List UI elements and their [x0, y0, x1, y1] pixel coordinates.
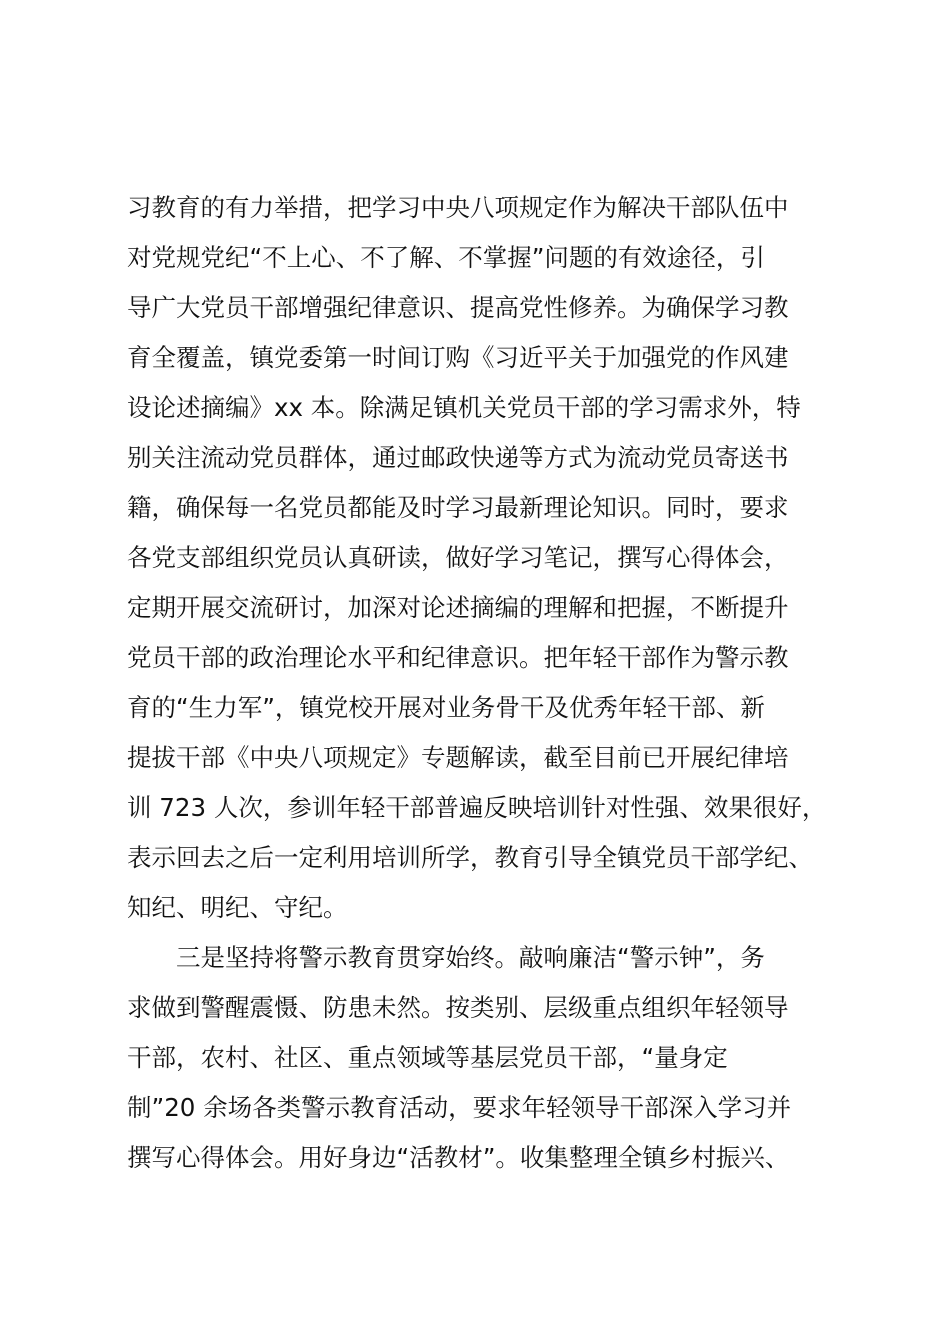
- text-line: 表示回去之后一定利用培训所学，教育引导全镇党员干部学纪、: [127, 843, 813, 872]
- text-line: 党员干部的政治理论水平和纪律意识。把年轻干部作为警示教: [127, 643, 789, 672]
- text-line: 三是坚持将警示教育贯穿始终。敲响廉洁“警示钟”，务: [127, 943, 765, 972]
- text-line: 知纪、明纪、守纪。: [127, 893, 348, 922]
- text-line: 习教育的有力举措，把学习中央八项规定作为解决干部队伍中: [127, 193, 789, 222]
- text-line: 籍，确保每一名党员都能及时学习最新理论知识。同时，要求: [127, 493, 789, 522]
- text-line: 设论述摘编》xx 本。除满足镇机关党员干部的学习需求外，特: [127, 393, 801, 422]
- text-line: 撰写心得体会。用好身边“活教材”。收集整理全镇乡村振兴、: [127, 1143, 790, 1172]
- text-line: 各党支部组织党员认真研读，做好学习笔记，撰写心得体会，: [127, 543, 789, 572]
- text-line: 制”20 余场各类警示教育活动，要求年轻领导干部深入学习并: [127, 1093, 792, 1122]
- text-line: 干部，农村、社区、重点领域等基层党员干部，“量身定: [127, 1043, 728, 1072]
- text-line: 训 723 人次，参训年轻干部普遍反映培训针对性强、效果很好，: [127, 793, 827, 822]
- body-text: [127, 183, 837, 1183]
- text-line: 导广大党员干部增强纪律意识、提高党性修养。为确保学习教: [127, 293, 789, 322]
- text-line: 求做到警醒震慑、防患未然。按类别、层级重点组织年轻领导: [127, 993, 789, 1022]
- text-line: 育的“生力军”，镇党校开展对业务骨干及优秀年轻干部、新: [127, 693, 765, 722]
- text-line: 定期开展交流研讨，加深对论述摘编的理解和把握，不断提升: [127, 593, 789, 622]
- text-line: 育全覆盖，镇党委第一时间订购《习近平关于加强党的作风建: [127, 343, 789, 372]
- text-line: 提拔干部《中央八项规定》专题解读，截至目前已开展纪律培: [127, 743, 789, 772]
- text-line: 对党规党纪“不上心、不了解、不掌握”问题的有效途径，引: [127, 243, 765, 272]
- text-line: 别关注流动党员群体，通过邮政快递等方式为流动党员寄送书: [127, 443, 789, 472]
